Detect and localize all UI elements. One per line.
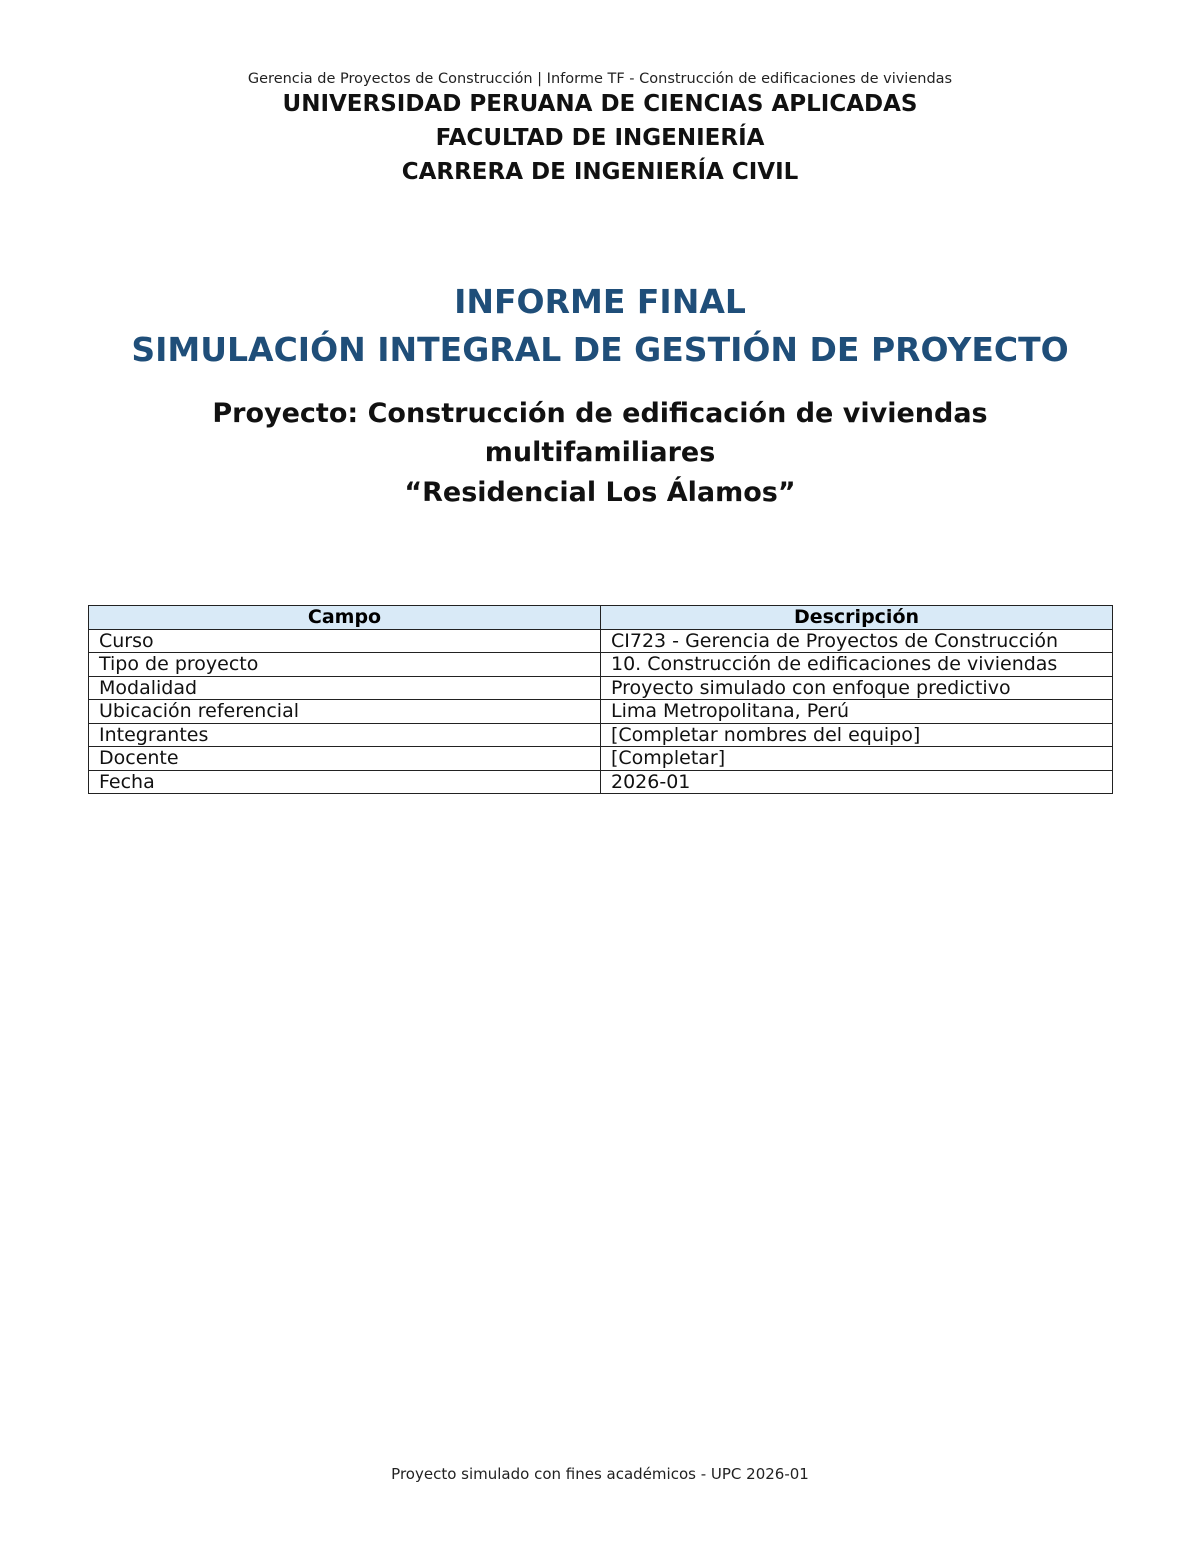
table-row bbox=[89, 629, 1113, 653]
table-row bbox=[89, 747, 1113, 771]
field-value: Proyecto simulado con enfoque predictivo bbox=[601, 676, 1113, 700]
field-label: Fecha bbox=[89, 770, 601, 794]
field-label: Curso bbox=[89, 629, 601, 653]
university-name: UNIVERSIDAD PERUANA DE CIENCIAS APLICADAS bbox=[282, 91, 918, 117]
table-row bbox=[89, 676, 1113, 700]
project-title-line-2: multifamiliares bbox=[484, 437, 716, 468]
field-value: [Completar nombres del equipo] bbox=[601, 723, 1113, 747]
field-label: Integrantes bbox=[89, 723, 601, 747]
table-row bbox=[89, 653, 1113, 677]
project-title-line-1: Proyecto: Construcción de edificación de viviendas bbox=[212, 398, 988, 429]
field-value: 2026-01 bbox=[601, 770, 1113, 794]
table-row bbox=[89, 723, 1113, 747]
project-name: “Residencial Los Álamos” bbox=[404, 477, 796, 508]
running-header: Gerencia de Proyectos de Construcción | Informe TF - Construcción de edificaciones de viviendas bbox=[247, 71, 953, 87]
info-table bbox=[88, 605, 1113, 794]
field-label: Tipo de proyecto bbox=[89, 653, 601, 677]
field-value: Lima Metropolitana, Perú bbox=[601, 700, 1113, 724]
page-footer: Proyecto simulado con fines académicos - UPC 2026-01 bbox=[391, 1465, 809, 1483]
field-value: 10. Construcción de edificaciones de viviendas bbox=[601, 653, 1113, 677]
faculty-name: FACULTAD DE INGENIERÍA bbox=[435, 125, 765, 151]
table-row bbox=[89, 770, 1113, 794]
table-header-row bbox=[89, 606, 1113, 630]
field-label: Docente bbox=[89, 747, 601, 771]
career-name: CARRERA DE INGENIERÍA CIVIL bbox=[401, 159, 799, 185]
field-value: [Completar] bbox=[601, 747, 1113, 771]
report-subtitle: SIMULACIÓN INTEGRAL DE GESTIÓN DE PROYECTO bbox=[131, 330, 1069, 369]
column-header-descripcion: Descripción bbox=[601, 606, 1113, 630]
report-title: INFORME FINAL bbox=[454, 282, 746, 321]
field-value: CI723 - Gerencia de Proyectos de Construcción bbox=[601, 629, 1113, 653]
field-label: Modalidad bbox=[89, 676, 601, 700]
field-label: Ubicación referencial bbox=[89, 700, 601, 724]
column-header-campo: Campo bbox=[89, 606, 601, 630]
table-row bbox=[89, 700, 1113, 724]
